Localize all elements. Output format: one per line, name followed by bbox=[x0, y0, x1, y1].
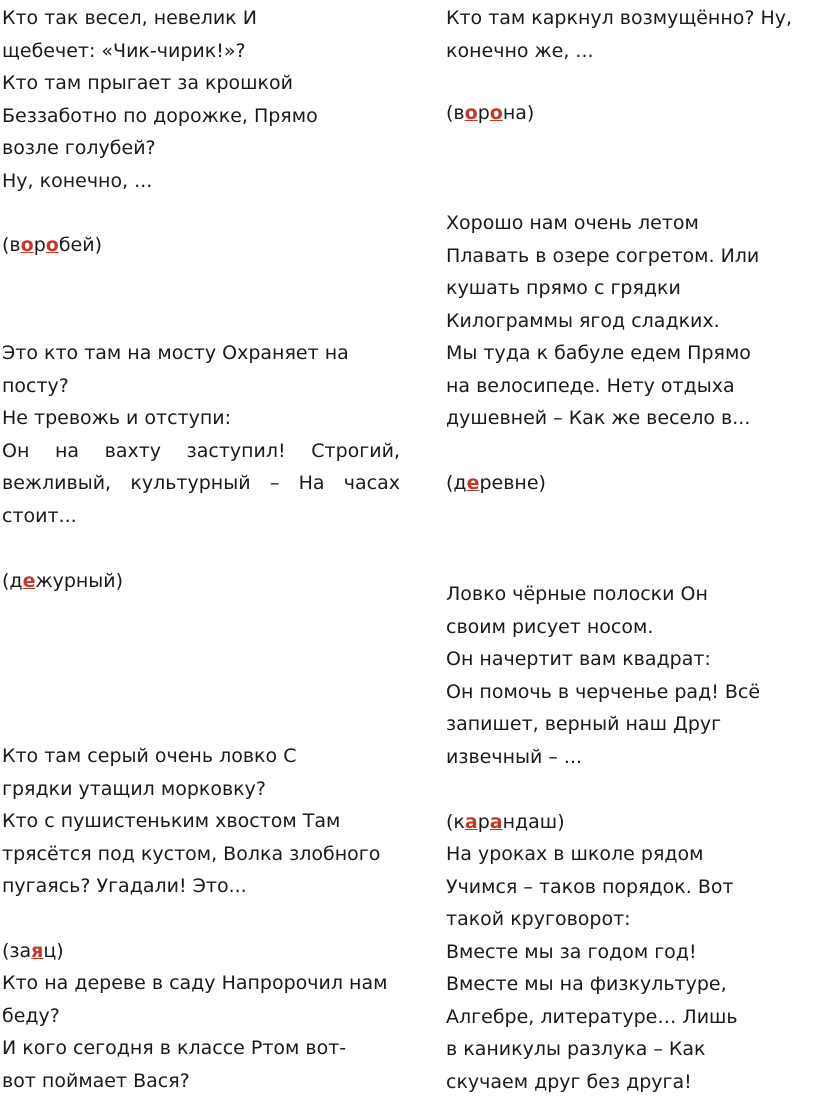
riddle-line: Учимся – таков порядок. Вот bbox=[446, 875, 734, 898]
stressed-letter: е bbox=[466, 472, 480, 494]
answer-sparrow bbox=[2, 229, 102, 262]
answer-pencil bbox=[446, 806, 565, 839]
answer-part: (д bbox=[2, 570, 23, 592]
riddle-line: вежливый, культурный – На часах bbox=[2, 472, 400, 494]
answer-part: ндаш) bbox=[502, 811, 565, 833]
riddle-line: скучаем друг без друга! bbox=[446, 1070, 692, 1093]
answer-part: ц) bbox=[43, 940, 64, 962]
riddle-line: душевней – Как же весело в... bbox=[446, 407, 751, 429]
riddle-line: щебечет: «Чик-чирик!»? bbox=[2, 39, 246, 62]
riddle-line: кушать прямо с грядки bbox=[446, 277, 681, 299]
riddle-line: грядки утащил морковку? bbox=[2, 777, 266, 800]
answer-hare bbox=[2, 935, 64, 968]
riddle-line: Вместе мы на физкультуре, bbox=[446, 973, 727, 995]
riddle-line: Хорошо нам очень летом bbox=[446, 212, 699, 234]
answer-part: (д bbox=[446, 472, 467, 494]
answer-part: ревне) bbox=[479, 472, 546, 494]
riddle-line: Он начертит вам квадрат: bbox=[446, 648, 711, 670]
riddle-line: Мы туда к бабуле едем Прямо bbox=[446, 342, 751, 364]
riddle-line: своим рисует носом. bbox=[446, 615, 654, 638]
riddle-magpie bbox=[2, 967, 400, 1097]
riddle-line: Кто там серый очень ловко С bbox=[2, 745, 297, 767]
answer-duty bbox=[2, 565, 123, 598]
riddle-line: конечно же, ... bbox=[446, 39, 594, 62]
riddle-line: Кто на дереве в саду Напророчил нам bbox=[2, 972, 388, 994]
answer-part: (в bbox=[2, 234, 21, 256]
riddle-line: извечный – ... bbox=[446, 745, 583, 768]
riddle-line: Беззаботно по дорожке, Прямо bbox=[2, 104, 318, 127]
riddle-line: такой круговорот: bbox=[446, 908, 631, 930]
riddle-line: И кого сегодня в классе Ртом вот- bbox=[2, 1037, 347, 1059]
riddle-sparrow bbox=[2, 2, 400, 197]
riddle-friends bbox=[446, 838, 808, 1098]
riddle-line: Кто так весел, невелик И bbox=[2, 7, 257, 29]
answer-part: журный) bbox=[35, 570, 124, 592]
riddle-line: Кто там прыгает за крошкой bbox=[2, 72, 293, 94]
riddle-line: Он помочь в черченье рад! Всё bbox=[446, 680, 761, 703]
riddle-line: посту? bbox=[2, 374, 69, 397]
stressed-letter: о bbox=[45, 234, 59, 256]
answer-part: р bbox=[477, 811, 490, 833]
riddle-line: Вместе мы за годом год! bbox=[446, 940, 697, 963]
riddle-line: беду? bbox=[2, 1004, 60, 1027]
riddle-line: Это кто там на мосту Охраняет на bbox=[2, 342, 349, 364]
riddle-line: возле голубей? bbox=[2, 137, 156, 159]
riddle-line: Килограммы ягод сладких. bbox=[446, 309, 720, 332]
riddle-village bbox=[446, 207, 808, 435]
answer-part: (в bbox=[446, 102, 465, 124]
riddle-line: Не тревожь и отступи: bbox=[2, 407, 232, 429]
stressed-letter: а bbox=[489, 811, 503, 833]
stressed-letter: о bbox=[489, 102, 503, 124]
riddle-line: Ну, конечно, ... bbox=[2, 169, 153, 192]
riddle-line: запишет, верный наш Друг bbox=[446, 713, 722, 735]
stressed-letter: е bbox=[22, 570, 36, 592]
riddle-line: Ловко чёрные полоски Он bbox=[446, 583, 708, 605]
answer-part: р bbox=[477, 102, 490, 124]
answer-part: (за bbox=[2, 940, 32, 962]
answer-village bbox=[446, 467, 546, 500]
riddle-hare bbox=[2, 740, 400, 903]
riddle-line: трясётся под кустом, Волка злобного bbox=[2, 842, 381, 865]
riddle-line: вот поймает Вася? bbox=[2, 1069, 190, 1092]
riddle-line: Алгебре, литературе… Лишь bbox=[446, 1005, 738, 1028]
riddle-guard bbox=[2, 337, 400, 532]
answer-part: (к bbox=[446, 811, 465, 833]
riddle-line: на велосипеде. Нету отдыха bbox=[446, 374, 735, 397]
riddle-crow bbox=[446, 2, 808, 67]
answer-part: р bbox=[33, 234, 46, 256]
stressed-letter: о bbox=[20, 234, 34, 256]
stressed-letter: а bbox=[464, 811, 478, 833]
stressed-letter: о bbox=[464, 102, 478, 124]
riddle-line: Он на вахту заступил! Строгий, bbox=[2, 439, 400, 462]
riddle-line: в каникулы разлука – Как bbox=[446, 1038, 706, 1060]
answer-crow bbox=[446, 97, 534, 130]
riddle-line: стоит... bbox=[2, 504, 77, 527]
answer-part: на) bbox=[502, 102, 535, 124]
riddle-pencil bbox=[446, 578, 808, 773]
riddle-line: На уроках в школе рядом bbox=[446, 843, 704, 865]
stressed-letter: я bbox=[31, 940, 44, 962]
answer-part: бей) bbox=[58, 234, 102, 256]
riddle-line: Кто с пушистеньким хвостом Там bbox=[2, 810, 341, 832]
riddle-line: пугаясь? Угадали! Это... bbox=[2, 875, 247, 897]
riddle-line: Кто там каркнул возмущённо? Ну, bbox=[446, 7, 793, 29]
riddle-line: Плавать в озере согретом. Или bbox=[446, 244, 760, 267]
